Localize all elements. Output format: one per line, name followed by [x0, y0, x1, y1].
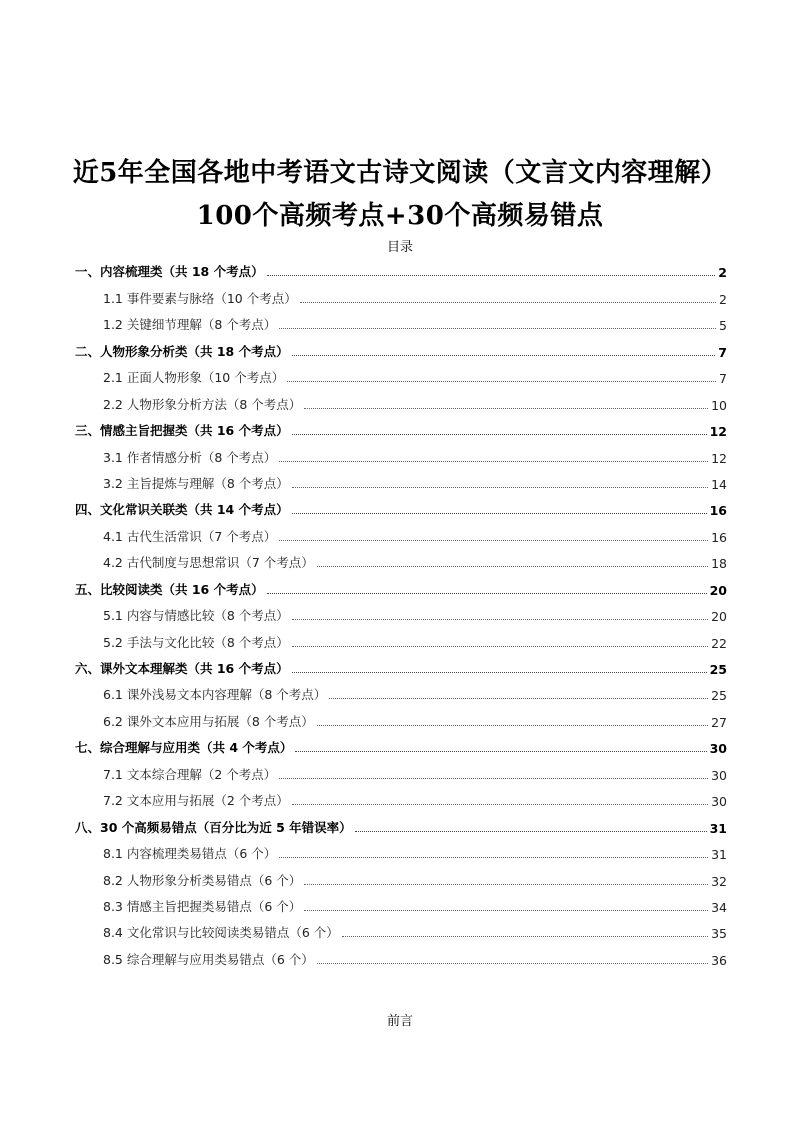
toc-entry-label: 1.2 关键细节理解（8 个考点）	[103, 317, 277, 333]
toc-entry-label: 8.4 文化常识与比较阅读类易错点（6 个）	[103, 925, 339, 941]
toc-dot-leader	[292, 803, 708, 805]
toc-heading: 目录	[386, 240, 413, 255]
toc-page-number: 34	[711, 899, 727, 915]
toc-section-entry[interactable]	[75, 813, 727, 839]
toc-subsection-entry[interactable]	[75, 284, 727, 310]
toc-dot-leader	[287, 380, 716, 382]
toc-entry-label: 3.1 作者情感分析（8 个考点）	[103, 449, 277, 465]
toc-subsection-entry[interactable]	[75, 470, 727, 496]
toc-page-number: 5	[719, 318, 727, 334]
toc-entry-label: 6.2 课外文本应用与拓展（8 个考点）	[103, 713, 314, 729]
toc-entry-label: 3.2 主旨提炼与理解（8 个考点）	[103, 475, 289, 491]
toc-page-number: 25	[709, 662, 727, 677]
toc-page-number: 30	[711, 767, 727, 783]
toc-entry-label: 8.5 综合理解与应用类易错点（6 个）	[103, 951, 314, 967]
toc-entry-label: 2.1 正面人物形象（10 个考点）	[103, 370, 285, 386]
toc-section-entry[interactable]	[75, 258, 727, 284]
toc-subsection-entry[interactable]	[75, 390, 727, 416]
toc-subsection-entry[interactable]	[75, 760, 727, 786]
toc-page-number: 20	[711, 609, 727, 625]
toc-entry-label: 7.1 文本综合理解（2 个考点）	[103, 766, 277, 782]
toc-dot-leader	[300, 301, 716, 303]
toc-page-number: 32	[711, 873, 727, 889]
toc-page-number: 7	[718, 344, 727, 360]
toc-section-entry[interactable]	[75, 496, 727, 522]
toc-entry-label: 5.2 手法与文化比较（8 个考点）	[103, 634, 289, 650]
toc-entry-label: 八、30 个高频易错点（百分比为近 5 年错误率）	[75, 819, 352, 835]
toc-subsection-entry[interactable]	[75, 602, 727, 628]
toc-page-number: 10	[711, 397, 727, 413]
toc-subsection-entry[interactable]	[75, 919, 727, 945]
toc-subsection-entry[interactable]	[75, 628, 727, 654]
toc-page-number: 25	[711, 688, 727, 704]
document-title-line1: 近5年全国各地中考语文古诗文阅读（文言文内容理解）	[72, 158, 728, 188]
toc-page-number: 20	[709, 582, 727, 598]
toc-dot-leader	[279, 460, 708, 462]
toc-dot-leader	[292, 645, 708, 647]
toc-page-number: 31	[709, 820, 727, 836]
toc-dot-leader	[292, 433, 707, 435]
toc-page-number: 30	[709, 741, 727, 757]
toc-page-number: 31	[711, 847, 727, 863]
document-title-line2: 100个高频考点+30个高频易错点	[196, 201, 604, 231]
toc-subsection-entry[interactable]	[75, 311, 727, 337]
toc-dot-leader	[317, 724, 708, 726]
toc-subsection-entry[interactable]	[75, 522, 727, 548]
toc-page-number: 2	[719, 291, 727, 307]
toc-entry-label: 一、内容梳理类（共 18 个考点）	[75, 264, 264, 280]
toc-page-number: 36	[711, 952, 727, 968]
toc-entry-label: 1.1 事件要素与脉络（10 个考点）	[103, 290, 297, 306]
toc-dot-leader	[279, 856, 708, 858]
toc-dot-leader	[279, 539, 708, 541]
toc-dot-leader	[355, 830, 707, 832]
toc-dot-leader	[267, 592, 707, 594]
toc-dot-leader	[317, 565, 708, 567]
toc-dot-leader	[279, 327, 716, 329]
footer-heading: 前言	[386, 1014, 413, 1029]
toc-entry-label: 4.1 古代生活常识（7 个考点）	[103, 528, 277, 544]
toc-page-number: 16	[711, 529, 727, 545]
toc-entry-label: 2.2 人物形象分析方法（8 个考点）	[103, 396, 302, 412]
toc-section-entry[interactable]	[75, 655, 727, 681]
toc-subsection-entry[interactable]	[75, 364, 727, 390]
toc-section-entry[interactable]	[75, 417, 727, 443]
toc-entry-label: 三、情感主旨把握类（共 16 个考点）	[75, 423, 289, 439]
toc-page-number: 27	[711, 714, 727, 730]
toc-entry-label: 8.3 情感主旨把握类易错点（6 个）	[103, 898, 302, 914]
toc-entry-label: 5.1 内容与情感比较（8 个考点）	[103, 608, 289, 624]
toc-entry-label: 7.2 文本应用与拓展（2 个考点）	[103, 793, 289, 809]
toc-page-number: 12	[711, 450, 727, 466]
toc-page-number: 18	[711, 556, 727, 572]
toc-page-number: 12	[709, 424, 727, 440]
toc-entry-label: 七、综合理解与应用类（共 4 个考点）	[75, 740, 293, 756]
toc-page-number: 2	[718, 265, 727, 281]
toc-subsection-entry[interactable]	[75, 893, 727, 919]
toc-subsection-entry[interactable]	[75, 707, 727, 733]
toc-page-number: 16	[709, 503, 727, 519]
toc-dot-leader	[304, 407, 708, 409]
toc-page-number: 30	[711, 794, 727, 810]
toc-dot-leader	[304, 909, 708, 911]
toc-subsection-entry[interactable]	[75, 866, 727, 892]
toc-subsection-entry[interactable]	[75, 549, 727, 575]
toc-entry-label: 8.1 内容梳理类易错点（6 个）	[103, 846, 277, 862]
toc-dot-leader	[292, 671, 707, 673]
toc-entry-label: 6.1 课外浅易文本内容理解（8 个考点）	[103, 687, 327, 703]
toc-entry-label: 4.2 古代制度与思想常识（7 个考点）	[103, 555, 314, 571]
toc-section-entry[interactable]	[75, 575, 727, 601]
table-of-contents	[75, 258, 727, 972]
toc-entry-label: 8.2 人物形象分析类易错点（6 个）	[103, 872, 302, 888]
toc-dot-leader	[295, 750, 706, 752]
toc-subsection-entry[interactable]	[75, 840, 727, 866]
toc-dot-leader	[292, 354, 716, 356]
toc-dot-leader	[317, 962, 708, 964]
toc-page-number: 22	[711, 635, 727, 651]
toc-page-number: 7	[719, 371, 727, 387]
toc-section-entry[interactable]	[75, 337, 727, 363]
toc-subsection-entry[interactable]	[75, 681, 727, 707]
toc-dot-leader	[292, 512, 707, 514]
toc-page-number: 14	[711, 476, 727, 492]
toc-section-entry[interactable]	[75, 734, 727, 760]
toc-dot-leader	[267, 274, 716, 276]
toc-dot-leader	[329, 697, 708, 699]
toc-dot-leader	[292, 486, 708, 488]
toc-dot-leader	[279, 777, 708, 779]
toc-entry-label: 四、文化常识关联类（共 14 个考点）	[75, 502, 289, 518]
toc-entry-label: 二、人物形象分析类（共 18 个考点）	[75, 343, 289, 359]
toc-dot-leader	[304, 883, 708, 885]
toc-page-number: 35	[711, 926, 727, 942]
toc-subsection-entry[interactable]	[75, 787, 727, 813]
toc-entry-label: 六、课外文本理解类（共 16 个考点）	[75, 661, 289, 676]
toc-dot-leader	[292, 618, 708, 620]
toc-dot-leader	[342, 935, 708, 937]
toc-subsection-entry[interactable]	[75, 443, 727, 469]
toc-entry-label: 五、比较阅读类（共 16 个考点）	[75, 581, 264, 597]
toc-subsection-entry[interactable]	[75, 945, 727, 971]
